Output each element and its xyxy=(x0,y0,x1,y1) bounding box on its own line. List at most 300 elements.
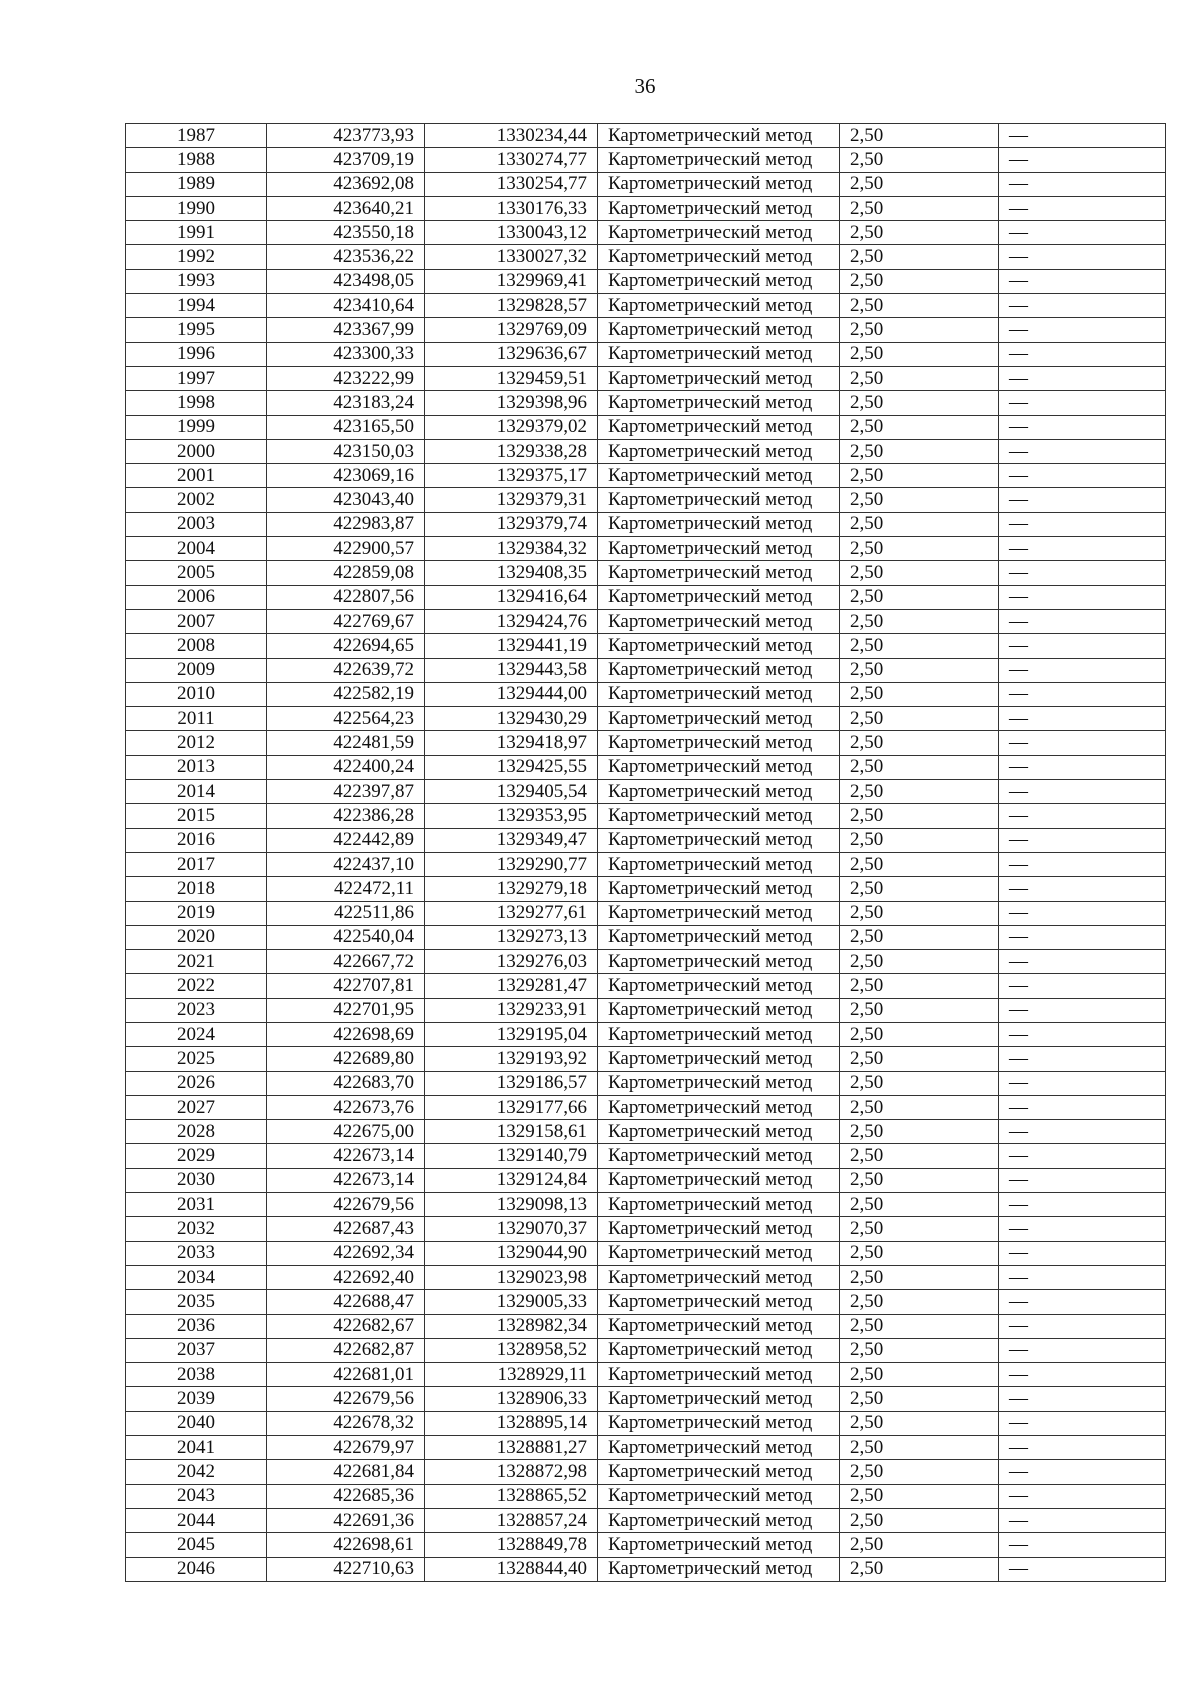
table-row xyxy=(126,1508,1166,1532)
description-cell: — xyxy=(999,1022,1166,1046)
table-row xyxy=(126,1168,1166,1192)
point-number-cell: 2015 xyxy=(126,804,267,828)
y-coordinate-cell: 1329405,54 xyxy=(425,780,598,804)
point-number-cell: 2026 xyxy=(126,1071,267,1095)
description-cell: — xyxy=(999,221,1166,245)
description-cell: — xyxy=(999,391,1166,415)
table-row xyxy=(126,1290,1166,1314)
accuracy-cell: 2,50 xyxy=(840,488,999,512)
x-coordinate-cell: 422685,36 xyxy=(267,1484,425,1508)
description-cell: — xyxy=(999,294,1166,318)
y-coordinate-cell: 1329384,32 xyxy=(425,537,598,561)
description-cell: — xyxy=(999,682,1166,706)
method-cell: Картометрический метод xyxy=(598,877,840,901)
table-row xyxy=(126,609,1166,633)
point-number-cell: 1998 xyxy=(126,391,267,415)
y-coordinate-cell: 1329379,02 xyxy=(425,415,598,439)
accuracy-cell: 2,50 xyxy=(840,1022,999,1046)
table-row xyxy=(126,974,1166,998)
accuracy-cell: 2,50 xyxy=(840,1460,999,1484)
method-cell: Картометрический метод xyxy=(598,1120,840,1144)
x-coordinate-cell: 422710,63 xyxy=(267,1557,425,1581)
description-cell: — xyxy=(999,1144,1166,1168)
accuracy-cell: 2,50 xyxy=(840,877,999,901)
point-number-cell: 1997 xyxy=(126,366,267,390)
y-coordinate-cell: 1329273,13 xyxy=(425,925,598,949)
x-coordinate-cell: 422692,34 xyxy=(267,1241,425,1265)
point-number-cell: 2004 xyxy=(126,537,267,561)
description-cell: — xyxy=(999,1314,1166,1338)
point-number-cell: 2037 xyxy=(126,1338,267,1362)
coordinates-table-body xyxy=(126,124,1166,1582)
method-cell: Картометрический метод xyxy=(598,221,840,245)
method-cell: Картометрический метод xyxy=(598,512,840,536)
description-cell: — xyxy=(999,658,1166,682)
accuracy-cell: 2,50 xyxy=(840,780,999,804)
method-cell: Картометрический метод xyxy=(598,342,840,366)
point-number-cell: 1989 xyxy=(126,172,267,196)
table-row xyxy=(126,1193,1166,1217)
x-coordinate-cell: 422679,97 xyxy=(267,1436,425,1460)
method-cell: Картометрический метод xyxy=(598,609,840,633)
x-coordinate-cell: 422688,47 xyxy=(267,1290,425,1314)
x-coordinate-cell: 423222,99 xyxy=(267,366,425,390)
description-cell: — xyxy=(999,1168,1166,1192)
table-row xyxy=(126,1363,1166,1387)
accuracy-cell: 2,50 xyxy=(840,415,999,439)
point-number-cell: 2009 xyxy=(126,658,267,682)
y-coordinate-cell: 1329279,18 xyxy=(425,877,598,901)
method-cell: Картометрический метод xyxy=(598,585,840,609)
x-coordinate-cell: 422698,69 xyxy=(267,1022,425,1046)
accuracy-cell: 2,50 xyxy=(840,1217,999,1241)
x-coordinate-cell: 422807,56 xyxy=(267,585,425,609)
accuracy-cell: 2,50 xyxy=(840,1290,999,1314)
method-cell: Картометрический метод xyxy=(598,1484,840,1508)
y-coordinate-cell: 1330027,32 xyxy=(425,245,598,269)
y-coordinate-cell: 1329290,77 xyxy=(425,852,598,876)
description-cell: — xyxy=(999,804,1166,828)
description-cell: — xyxy=(999,561,1166,585)
x-coordinate-cell: 422682,67 xyxy=(267,1314,425,1338)
x-coordinate-cell: 422707,81 xyxy=(267,974,425,998)
y-coordinate-cell: 1328906,33 xyxy=(425,1387,598,1411)
y-coordinate-cell: 1329044,90 xyxy=(425,1241,598,1265)
description-cell: — xyxy=(999,172,1166,196)
point-number-cell: 2023 xyxy=(126,998,267,1022)
y-coordinate-cell: 1329418,97 xyxy=(425,731,598,755)
x-coordinate-cell: 422694,65 xyxy=(267,634,425,658)
table-row xyxy=(126,682,1166,706)
table-row xyxy=(126,294,1166,318)
accuracy-cell: 2,50 xyxy=(840,804,999,828)
x-coordinate-cell: 422639,72 xyxy=(267,658,425,682)
description-cell: — xyxy=(999,245,1166,269)
x-coordinate-cell: 422397,87 xyxy=(267,780,425,804)
table-row xyxy=(126,755,1166,779)
point-number-cell: 2034 xyxy=(126,1265,267,1289)
y-coordinate-cell: 1329459,51 xyxy=(425,366,598,390)
table-row xyxy=(126,804,1166,828)
point-number-cell: 2042 xyxy=(126,1460,267,1484)
point-number-cell: 2006 xyxy=(126,585,267,609)
description-cell: — xyxy=(999,1460,1166,1484)
method-cell: Картометрический метод xyxy=(598,1508,840,1532)
accuracy-cell: 2,50 xyxy=(840,1387,999,1411)
description-cell: — xyxy=(999,731,1166,755)
method-cell: Картометрический метод xyxy=(598,148,840,172)
table-row xyxy=(126,950,1166,974)
method-cell: Картометрический метод xyxy=(598,1387,840,1411)
point-number-cell: 1988 xyxy=(126,148,267,172)
table-row xyxy=(126,1533,1166,1557)
method-cell: Картометрический метод xyxy=(598,852,840,876)
y-coordinate-cell: 1329969,41 xyxy=(425,269,598,293)
point-number-cell: 2027 xyxy=(126,1095,267,1119)
table-row xyxy=(126,415,1166,439)
point-number-cell: 2008 xyxy=(126,634,267,658)
description-cell: — xyxy=(999,1193,1166,1217)
y-coordinate-cell: 1329441,19 xyxy=(425,634,598,658)
x-coordinate-cell: 422701,95 xyxy=(267,998,425,1022)
description-cell: — xyxy=(999,1071,1166,1095)
description-cell: — xyxy=(999,1508,1166,1532)
accuracy-cell: 2,50 xyxy=(840,1144,999,1168)
x-coordinate-cell: 422681,01 xyxy=(267,1363,425,1387)
method-cell: Картометрический метод xyxy=(598,1314,840,1338)
point-number-cell: 2013 xyxy=(126,755,267,779)
point-number-cell: 2035 xyxy=(126,1290,267,1314)
point-number-cell: 2018 xyxy=(126,877,267,901)
accuracy-cell: 2,50 xyxy=(840,269,999,293)
y-coordinate-cell: 1330274,77 xyxy=(425,148,598,172)
table-row xyxy=(126,828,1166,852)
y-coordinate-cell: 1329379,31 xyxy=(425,488,598,512)
y-coordinate-cell: 1329828,57 xyxy=(425,294,598,318)
accuracy-cell: 2,50 xyxy=(840,1047,999,1071)
x-coordinate-cell: 422983,87 xyxy=(267,512,425,536)
table-row xyxy=(126,439,1166,463)
x-coordinate-cell: 422481,59 xyxy=(267,731,425,755)
accuracy-cell: 2,50 xyxy=(840,998,999,1022)
accuracy-cell: 2,50 xyxy=(840,901,999,925)
accuracy-cell: 2,50 xyxy=(840,974,999,998)
point-number-cell: 2039 xyxy=(126,1387,267,1411)
page-number: 36 xyxy=(634,74,656,98)
method-cell: Картометрический метод xyxy=(598,1265,840,1289)
description-cell: — xyxy=(999,707,1166,731)
description-cell: — xyxy=(999,1095,1166,1119)
table-row xyxy=(126,1387,1166,1411)
point-number-cell: 1993 xyxy=(126,269,267,293)
method-cell: Картометрический метод xyxy=(598,1022,840,1046)
y-coordinate-cell: 1329425,55 xyxy=(425,755,598,779)
point-number-cell: 1994 xyxy=(126,294,267,318)
method-cell: Картометрический метод xyxy=(598,294,840,318)
x-coordinate-cell: 422582,19 xyxy=(267,682,425,706)
description-cell: — xyxy=(999,585,1166,609)
table-row xyxy=(126,1460,1166,1484)
x-coordinate-cell: 423069,16 xyxy=(267,464,425,488)
description-cell: — xyxy=(999,124,1166,148)
x-coordinate-cell: 422442,89 xyxy=(267,828,425,852)
y-coordinate-cell: 1329430,29 xyxy=(425,707,598,731)
method-cell: Картометрический метод xyxy=(598,269,840,293)
description-cell: — xyxy=(999,196,1166,220)
table-row xyxy=(126,1217,1166,1241)
method-cell: Картометрический метод xyxy=(598,634,840,658)
point-number-cell: 1990 xyxy=(126,196,267,220)
description-cell: — xyxy=(999,852,1166,876)
method-cell: Картометрический метод xyxy=(598,731,840,755)
table-row xyxy=(126,634,1166,658)
y-coordinate-cell: 1329140,79 xyxy=(425,1144,598,1168)
accuracy-cell: 2,50 xyxy=(840,537,999,561)
y-coordinate-cell: 1329424,76 xyxy=(425,609,598,633)
point-number-cell: 1987 xyxy=(126,124,267,148)
accuracy-cell: 2,50 xyxy=(840,1557,999,1581)
table-row xyxy=(126,585,1166,609)
table-row xyxy=(126,269,1166,293)
y-coordinate-cell: 1329158,61 xyxy=(425,1120,598,1144)
description-cell: — xyxy=(999,1265,1166,1289)
accuracy-cell: 2,50 xyxy=(840,561,999,585)
coordinates-table xyxy=(125,123,1166,1582)
point-number-cell: 2046 xyxy=(126,1557,267,1581)
table-row xyxy=(126,1411,1166,1435)
accuracy-cell: 2,50 xyxy=(840,1533,999,1557)
table-row xyxy=(126,1436,1166,1460)
accuracy-cell: 2,50 xyxy=(840,707,999,731)
y-coordinate-cell: 1329769,09 xyxy=(425,318,598,342)
table-row xyxy=(126,172,1166,196)
point-number-cell: 2016 xyxy=(126,828,267,852)
table-row xyxy=(126,1557,1166,1581)
description-cell: — xyxy=(999,1411,1166,1435)
method-cell: Картометрический метод xyxy=(598,1071,840,1095)
method-cell: Картометрический метод xyxy=(598,1168,840,1192)
table-row xyxy=(126,658,1166,682)
y-coordinate-cell: 1328849,78 xyxy=(425,1533,598,1557)
x-coordinate-cell: 422675,00 xyxy=(267,1120,425,1144)
method-cell: Картометрический метод xyxy=(598,1460,840,1484)
y-coordinate-cell: 1330176,33 xyxy=(425,196,598,220)
accuracy-cell: 2,50 xyxy=(840,1095,999,1119)
accuracy-cell: 2,50 xyxy=(840,609,999,633)
description-cell: — xyxy=(999,1047,1166,1071)
table-row xyxy=(126,852,1166,876)
y-coordinate-cell: 1329070,37 xyxy=(425,1217,598,1241)
table-row xyxy=(126,124,1166,148)
point-number-cell: 2005 xyxy=(126,561,267,585)
x-coordinate-cell: 422900,57 xyxy=(267,537,425,561)
description-cell: — xyxy=(999,1338,1166,1362)
point-number-cell: 2031 xyxy=(126,1193,267,1217)
table-row xyxy=(126,318,1166,342)
method-cell: Картометрический метод xyxy=(598,366,840,390)
x-coordinate-cell: 423367,99 xyxy=(267,318,425,342)
description-cell: — xyxy=(999,925,1166,949)
y-coordinate-cell: 1329276,03 xyxy=(425,950,598,974)
method-cell: Картометрический метод xyxy=(598,196,840,220)
method-cell: Картометрический метод xyxy=(598,780,840,804)
point-number-cell: 2041 xyxy=(126,1436,267,1460)
y-coordinate-cell: 1328895,14 xyxy=(425,1411,598,1435)
accuracy-cell: 2,50 xyxy=(840,1168,999,1192)
x-coordinate-cell: 423410,64 xyxy=(267,294,425,318)
point-number-cell: 2000 xyxy=(126,439,267,463)
x-coordinate-cell: 423165,50 xyxy=(267,415,425,439)
x-coordinate-cell: 422437,10 xyxy=(267,852,425,876)
table-row xyxy=(126,1022,1166,1046)
y-coordinate-cell: 1329281,47 xyxy=(425,974,598,998)
method-cell: Картометрический метод xyxy=(598,1557,840,1581)
y-coordinate-cell: 1328929,11 xyxy=(425,1363,598,1387)
method-cell: Картометрический метод xyxy=(598,998,840,1022)
point-number-cell: 2011 xyxy=(126,707,267,731)
y-coordinate-cell: 1329005,33 xyxy=(425,1290,598,1314)
y-coordinate-cell: 1329443,58 xyxy=(425,658,598,682)
y-coordinate-cell: 1328865,52 xyxy=(425,1484,598,1508)
x-coordinate-cell: 422673,14 xyxy=(267,1168,425,1192)
method-cell: Картометрический метод xyxy=(598,391,840,415)
x-coordinate-cell: 422698,61 xyxy=(267,1533,425,1557)
accuracy-cell: 2,50 xyxy=(840,1314,999,1338)
method-cell: Картометрический метод xyxy=(598,950,840,974)
point-number-cell: 2007 xyxy=(126,609,267,633)
x-coordinate-cell: 423773,93 xyxy=(267,124,425,148)
x-coordinate-cell: 422540,04 xyxy=(267,925,425,949)
point-number-cell: 2038 xyxy=(126,1363,267,1387)
table-row xyxy=(126,1338,1166,1362)
x-coordinate-cell: 422511,86 xyxy=(267,901,425,925)
method-cell: Картометрический метод xyxy=(598,1047,840,1071)
y-coordinate-cell: 1329375,17 xyxy=(425,464,598,488)
accuracy-cell: 2,50 xyxy=(840,221,999,245)
accuracy-cell: 2,50 xyxy=(840,294,999,318)
x-coordinate-cell: 422472,11 xyxy=(267,877,425,901)
table-row xyxy=(126,221,1166,245)
point-number-cell: 2020 xyxy=(126,925,267,949)
table-row xyxy=(126,998,1166,1022)
y-coordinate-cell: 1329193,92 xyxy=(425,1047,598,1071)
description-cell: — xyxy=(999,1557,1166,1581)
accuracy-cell: 2,50 xyxy=(840,366,999,390)
description-cell: — xyxy=(999,148,1166,172)
x-coordinate-cell: 422564,23 xyxy=(267,707,425,731)
accuracy-cell: 2,50 xyxy=(840,1436,999,1460)
table-row xyxy=(126,561,1166,585)
method-cell: Картометрический метод xyxy=(598,1533,840,1557)
table-row xyxy=(126,1071,1166,1095)
point-number-cell: 2017 xyxy=(126,852,267,876)
description-cell: — xyxy=(999,1484,1166,1508)
accuracy-cell: 2,50 xyxy=(840,148,999,172)
table-row xyxy=(126,1241,1166,1265)
accuracy-cell: 2,50 xyxy=(840,318,999,342)
description-cell: — xyxy=(999,634,1166,658)
point-number-cell: 2010 xyxy=(126,682,267,706)
accuracy-cell: 2,50 xyxy=(840,439,999,463)
table-row xyxy=(126,1144,1166,1168)
description-cell: — xyxy=(999,366,1166,390)
accuracy-cell: 2,50 xyxy=(840,755,999,779)
x-coordinate-cell: 422400,24 xyxy=(267,755,425,779)
table-row xyxy=(126,901,1166,925)
y-coordinate-cell: 1329636,67 xyxy=(425,342,598,366)
y-coordinate-cell: 1330234,44 xyxy=(425,124,598,148)
method-cell: Картометрический метод xyxy=(598,682,840,706)
x-coordinate-cell: 423709,19 xyxy=(267,148,425,172)
x-coordinate-cell: 422673,14 xyxy=(267,1144,425,1168)
table-row xyxy=(126,196,1166,220)
accuracy-cell: 2,50 xyxy=(840,925,999,949)
x-coordinate-cell: 423692,08 xyxy=(267,172,425,196)
method-cell: Картометрический метод xyxy=(598,439,840,463)
y-coordinate-cell: 1328872,98 xyxy=(425,1460,598,1484)
method-cell: Картометрический метод xyxy=(598,318,840,342)
x-coordinate-cell: 422683,70 xyxy=(267,1071,425,1095)
method-cell: Картометрический метод xyxy=(598,1436,840,1460)
x-coordinate-cell: 423498,05 xyxy=(267,269,425,293)
accuracy-cell: 2,50 xyxy=(840,1338,999,1362)
accuracy-cell: 2,50 xyxy=(840,634,999,658)
y-coordinate-cell: 1329098,13 xyxy=(425,1193,598,1217)
method-cell: Картометрический метод xyxy=(598,974,840,998)
accuracy-cell: 2,50 xyxy=(840,1265,999,1289)
table-row xyxy=(126,1314,1166,1338)
description-cell: — xyxy=(999,1387,1166,1411)
accuracy-cell: 2,50 xyxy=(840,342,999,366)
method-cell: Картометрический метод xyxy=(598,755,840,779)
y-coordinate-cell: 1330043,12 xyxy=(425,221,598,245)
point-number-cell: 2030 xyxy=(126,1168,267,1192)
table-row xyxy=(126,391,1166,415)
accuracy-cell: 2,50 xyxy=(840,1193,999,1217)
table-row xyxy=(126,488,1166,512)
accuracy-cell: 2,50 xyxy=(840,1120,999,1144)
description-cell: — xyxy=(999,609,1166,633)
accuracy-cell: 2,50 xyxy=(840,682,999,706)
accuracy-cell: 2,50 xyxy=(840,512,999,536)
accuracy-cell: 2,50 xyxy=(840,950,999,974)
x-coordinate-cell: 423043,40 xyxy=(267,488,425,512)
point-number-cell: 2019 xyxy=(126,901,267,925)
x-coordinate-cell: 422681,84 xyxy=(267,1460,425,1484)
point-number-cell: 2024 xyxy=(126,1022,267,1046)
method-cell: Картометрический метод xyxy=(598,1144,840,1168)
point-number-cell: 2040 xyxy=(126,1411,267,1435)
y-coordinate-cell: 1329353,95 xyxy=(425,804,598,828)
point-number-cell: 2029 xyxy=(126,1144,267,1168)
accuracy-cell: 2,50 xyxy=(840,658,999,682)
accuracy-cell: 2,50 xyxy=(840,391,999,415)
x-coordinate-cell: 422691,36 xyxy=(267,1508,425,1532)
table-row xyxy=(126,1484,1166,1508)
description-cell: — xyxy=(999,342,1166,366)
y-coordinate-cell: 1329177,66 xyxy=(425,1095,598,1119)
method-cell: Картометрический метод xyxy=(598,245,840,269)
point-number-cell: 2012 xyxy=(126,731,267,755)
y-coordinate-cell: 1328844,40 xyxy=(425,1557,598,1581)
description-cell: — xyxy=(999,755,1166,779)
method-cell: Картометрический метод xyxy=(598,828,840,852)
description-cell: — xyxy=(999,877,1166,901)
description-cell: — xyxy=(999,439,1166,463)
x-coordinate-cell: 422682,87 xyxy=(267,1338,425,1362)
y-coordinate-cell: 1329023,98 xyxy=(425,1265,598,1289)
method-cell: Картометрический метод xyxy=(598,658,840,682)
